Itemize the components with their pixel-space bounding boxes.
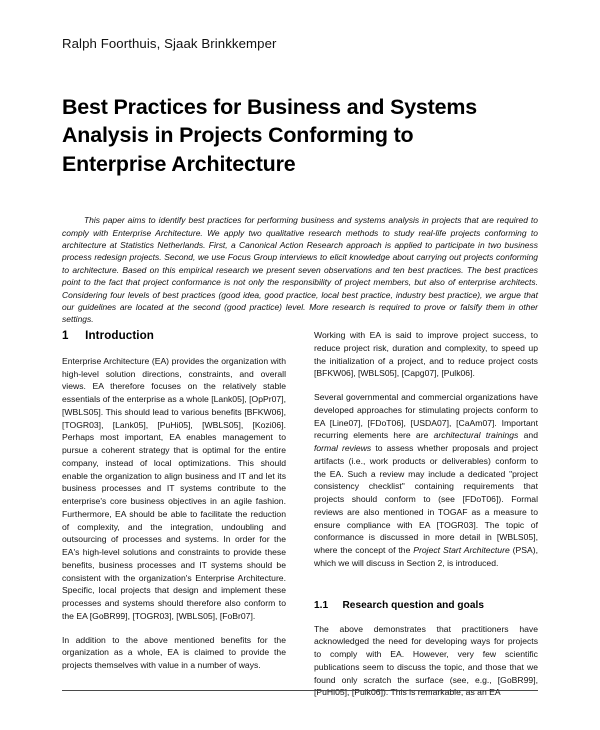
page-title	[62, 52, 538, 178]
emphasis-architectural-trainings: architectural trainings	[433, 430, 519, 441]
paragraph: In addition to the above mentioned benefits for the organization as a whole, EA is claimed to provide the projects themselves with value in a number of ways.	[62, 634, 286, 671]
title-line-1: Best Practices for Business and Systems	[62, 94, 478, 119]
right-column	[314, 329, 538, 699]
title-line-2: Analysis in Projects Conforming to	[62, 123, 414, 148]
abstract-text: This paper aims to identify best practices for performing business and systems analysis in projects that are required to comply with Enterprise Architecture. We apply two qualitative research methods to study real-life projects conforming to architecture at Statistics Netherlands. First, a Canonical Action Research approach is applied to participate in two business process redesign projects. Second, we use Focus Group interviews to elicit knowledge about carrying out projects conforming to architecture. Based on this empirical research we present seven observations and ten best practices. The best practices point to the fact that project conformance is not only the responsibility of project members, but also of enterprise architects. Considering four levels of best practices (good idea, good practice, local best practice, industry best practice), we argue that our guidelines are located at the second (good practice) level. More research is required to prove or falsify them in other settings.	[62, 215, 538, 325]
footnote-separator-rule	[62, 690, 538, 691]
title-line-3: Enterprise Architecture	[62, 151, 296, 176]
body-columns	[62, 329, 538, 699]
emphasis-project-start-architecture: Project Start Architecture	[413, 545, 510, 555]
paragraph-text-run: and	[518, 430, 538, 441]
heading-spacer	[314, 581, 538, 600]
paragraph: The above demonstrates that practitioners have acknowledged the need for developing ways for projects to comply with EA. However, very few scientific publications seem to discuss the topic, and those that we found only scratch the surface (see, e.g., [GoBR99], [PuHi05], [Pulk06]). This is remarkable, as an EA	[314, 623, 538, 698]
paragraph: Working with EA is said to improve project success, to reduce project risk, duration and complexity, to speed up the initialization of a project, and to reduce project costs [BFKW06], [WBLS05], [Capg07], [Pulk06].	[314, 330, 538, 379]
paragraph	[314, 391, 538, 570]
author-line: Ralph Foorthuis, Sjaak Brinkkemper	[62, 36, 277, 51]
emphasis-formal-reviews: formal reviews	[314, 443, 372, 453]
subsection-heading-research-question-and-goals: 1.1 Research question and goals	[314, 599, 485, 611]
left-column	[62, 329, 286, 699]
section-heading-introduction: 1 Introduction	[62, 329, 154, 342]
paragraph-text-run: Several governmental and commercial organizations have developed approaches for stimulating projects conform to EA [Line07], [FDoT06], [USDA07], [CaAm07]. Important recurring elements here are	[314, 392, 538, 441]
paragraph: Enterprise Architecture (EA) provides the organization with high-level solution directions, constraints, and overall views. EA therefore focuses on the relatively stable essentials of the enterprise as a whole [Lank05], [OpPr07], [WBLS05]. This should lead to various benefits [BFKW06], [TOGR03], [Lank05], [PuHi05], [WBLS05], [Kozi06]. Perhaps most important, EA enables management to pursue a coherent strategy that is optimal for the entire company, instead of local optimizations. This should enable the organization to align business and IT and let its business processes and IT systems contribute to the enterprise's core business objectives in an agile fashion. Furthermore, EA should be able to facilitate the reduction of complexity, and the integration, undoubling and outsourcing of processes and systems. In order for the EA's high-level solutions and constraints to provide these benefits, business processes and IT systems should be consistent with the organization's Enterprise Architecture. Specific, local projects that design and implement these processes and systems should therefore also conform to the EA [GoBR99], [TOGR03], [WBLS05], [FoBr07].	[62, 355, 286, 621]
paragraph-text-run: to assess whether proposals and project artifacts (i.e., work products or deliverables) conform to the EA. Such a review may include a dedicated "project consistency checklist" containing requirements that projects should conform to (see [FDoT06]). Formal reviews are also mentioned in TOGAF as a measure to ensure compliance with EA [TOGR03]. The topic of conformance is discussed in more detail in [WBLS05], where the concept of the	[314, 443, 538, 555]
paper-header	[62, 0, 538, 326]
paragraph-text-run: (PSA), which we will discuss in Section 2, is introduced.	[314, 545, 538, 568]
